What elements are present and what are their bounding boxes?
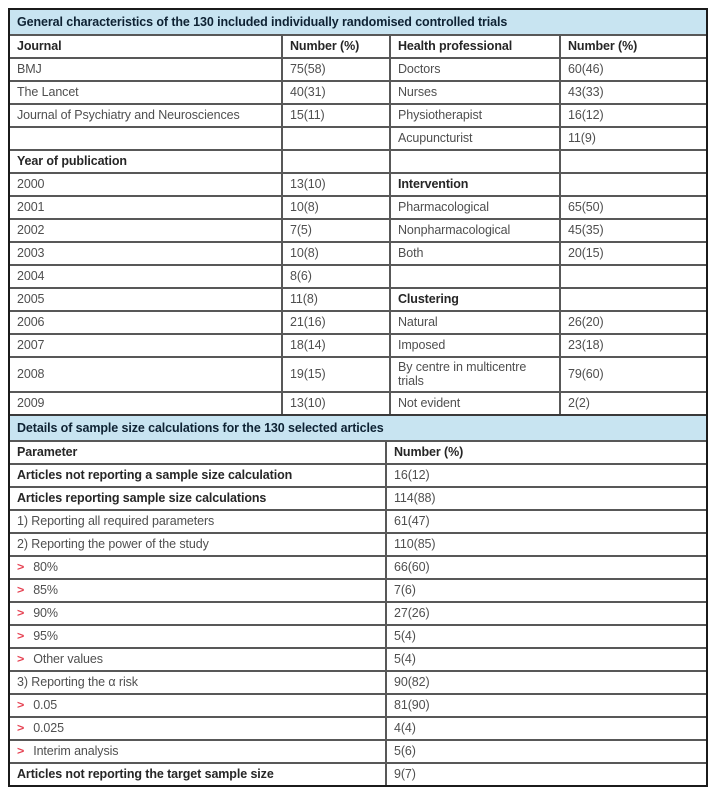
general-characteristics-table (10, 10, 706, 416)
cell (282, 150, 390, 173)
cell: 2003 (10, 242, 282, 265)
cell: 2002 (10, 219, 282, 242)
cell: Not evident (390, 392, 560, 415)
greater-than-icon: > (17, 744, 25, 758)
cell: Journal of Psychiatry and Neurosciences (10, 104, 282, 127)
column-header-health-professional: Health professional (390, 35, 560, 58)
cell: 2006 (10, 311, 282, 334)
cell: Nurses (390, 81, 560, 104)
greater-than-icon: > (17, 698, 25, 712)
cell: 7(6) (386, 579, 706, 602)
cell: Pharmacological (390, 196, 560, 219)
cell: 26(20) (560, 311, 706, 334)
cell-label: 0.05 (33, 698, 58, 712)
cell: 81(90) (386, 694, 706, 717)
cell: Natural (390, 311, 560, 334)
table-row (10, 104, 706, 127)
column-header-journal: Journal (10, 35, 282, 58)
cell (10, 625, 386, 648)
table-row (10, 265, 706, 288)
greater-than-icon: > (17, 560, 25, 574)
cell: Doctors (390, 58, 560, 81)
cell (390, 265, 560, 288)
cell: 13(10) (282, 392, 390, 415)
table-row (10, 763, 706, 785)
cell: 65(50) (560, 196, 706, 219)
table-row (10, 487, 706, 510)
section-label-clustering: Clustering (390, 288, 560, 311)
cell: 5(4) (386, 625, 706, 648)
cell (10, 127, 282, 150)
table-row (10, 311, 706, 334)
cell: 23(18) (560, 334, 706, 357)
cell-label: 90% (33, 606, 58, 620)
cell (10, 717, 386, 740)
cell: 75(58) (282, 58, 390, 81)
cell-label: 80% (33, 560, 58, 574)
table-row (10, 533, 706, 556)
cell: 16(12) (386, 464, 706, 487)
cell: 16(12) (560, 104, 706, 127)
column-header-number: Number (%) (386, 441, 706, 464)
table-row (10, 694, 706, 717)
table-row (10, 81, 706, 104)
cell: 5(6) (386, 740, 706, 763)
table-row (10, 579, 706, 602)
greater-than-icon: > (17, 652, 25, 666)
table-row (10, 717, 706, 740)
greater-than-icon: > (17, 583, 25, 597)
table-section-row (10, 150, 706, 173)
table-title-row (10, 10, 706, 35)
table-row (10, 671, 706, 694)
cell: 90(82) (386, 671, 706, 694)
table-row (10, 510, 706, 533)
section-label-intervention: Intervention (390, 173, 560, 196)
cell: 60(46) (560, 58, 706, 81)
cell: 2(2) (560, 392, 706, 415)
cell: BMJ (10, 58, 282, 81)
table-row (10, 357, 706, 392)
cell: 45(35) (560, 219, 706, 242)
cell: 9(7) (386, 763, 706, 785)
table-row (10, 196, 706, 219)
cell-label: Other values (33, 652, 103, 666)
table-row (10, 219, 706, 242)
section-label-year-of-publication: Year of publication (10, 150, 282, 173)
cell: 21(16) (282, 311, 390, 334)
table-row (10, 556, 706, 579)
table-row (10, 392, 706, 415)
table-row (10, 288, 706, 311)
cell: Articles not reporting a sample size calculation (10, 464, 386, 487)
cell: 7(5) (282, 219, 390, 242)
cell: 40(31) (282, 81, 390, 104)
cell: 3) Reporting the α risk (10, 671, 386, 694)
table-row (10, 334, 706, 357)
characteristics-tables (8, 8, 708, 787)
cell: 18(14) (282, 334, 390, 357)
table-row (10, 602, 706, 625)
cell: 4(4) (386, 717, 706, 740)
cell: Acupuncturist (390, 127, 560, 150)
cell: 110(85) (386, 533, 706, 556)
cell: 27(26) (386, 602, 706, 625)
column-header-number-1: Number (%) (282, 35, 390, 58)
cell: 19(15) (282, 357, 390, 392)
cell: 61(47) (386, 510, 706, 533)
cell (10, 648, 386, 671)
table-row (10, 173, 706, 196)
table-header-row (10, 35, 706, 58)
cell (560, 173, 706, 196)
cell-label: Interim analysis (33, 744, 119, 758)
cell: 1) Reporting all required parameters (10, 510, 386, 533)
cell: 2000 (10, 173, 282, 196)
cell-label: 85% (33, 583, 58, 597)
cell: 2007 (10, 334, 282, 357)
table-title-row (10, 416, 706, 441)
cell (282, 127, 390, 150)
cell (560, 288, 706, 311)
cell: 2) Reporting the power of the study (10, 533, 386, 556)
table-header-row (10, 441, 706, 464)
cell (10, 602, 386, 625)
cell: 5(4) (386, 648, 706, 671)
cell: Both (390, 242, 560, 265)
table2-title: Details of sample size calculations for the 130 selected articles (10, 416, 706, 441)
cell: Articles not reporting the target sample size (10, 763, 386, 785)
cell (560, 150, 706, 173)
cell: 11(8) (282, 288, 390, 311)
greater-than-icon: > (17, 721, 25, 735)
cell: 66(60) (386, 556, 706, 579)
table-row (10, 242, 706, 265)
table-row (10, 464, 706, 487)
cell: 43(33) (560, 81, 706, 104)
cell: 8(6) (282, 265, 390, 288)
cell: 2004 (10, 265, 282, 288)
cell: The Lancet (10, 81, 282, 104)
table-row (10, 58, 706, 81)
table-row (10, 625, 706, 648)
table-row (10, 127, 706, 150)
cell: Physiotherapist (390, 104, 560, 127)
table-row (10, 740, 706, 763)
cell-label: 0.025 (33, 721, 64, 735)
cell (10, 579, 386, 602)
cell: By centre in multicentre trials (390, 357, 560, 392)
cell-label: 95% (33, 629, 58, 643)
cell: 79(60) (560, 357, 706, 392)
cell: 15(11) (282, 104, 390, 127)
cell (10, 694, 386, 717)
table1-title: General characteristics of the 130 included individually randomised controlled trials (10, 10, 706, 35)
cell: 10(8) (282, 196, 390, 219)
sample-size-calculations-table (10, 416, 706, 785)
cell (560, 265, 706, 288)
cell: 10(8) (282, 242, 390, 265)
cell: Imposed (390, 334, 560, 357)
table-row (10, 648, 706, 671)
cell: 2008 (10, 357, 282, 392)
cell (10, 740, 386, 763)
cell: Articles reporting sample size calculations (10, 487, 386, 510)
cell: 2009 (10, 392, 282, 415)
cell (390, 150, 560, 173)
column-header-parameter: Parameter (10, 441, 386, 464)
cell: 13(10) (282, 173, 390, 196)
cell: Nonpharmacological (390, 219, 560, 242)
cell: 20(15) (560, 242, 706, 265)
cell: 11(9) (560, 127, 706, 150)
greater-than-icon: > (17, 629, 25, 643)
cell (10, 556, 386, 579)
column-header-number-2: Number (%) (560, 35, 706, 58)
cell: 114(88) (386, 487, 706, 510)
cell: 2005 (10, 288, 282, 311)
cell: 2001 (10, 196, 282, 219)
greater-than-icon: > (17, 606, 25, 620)
